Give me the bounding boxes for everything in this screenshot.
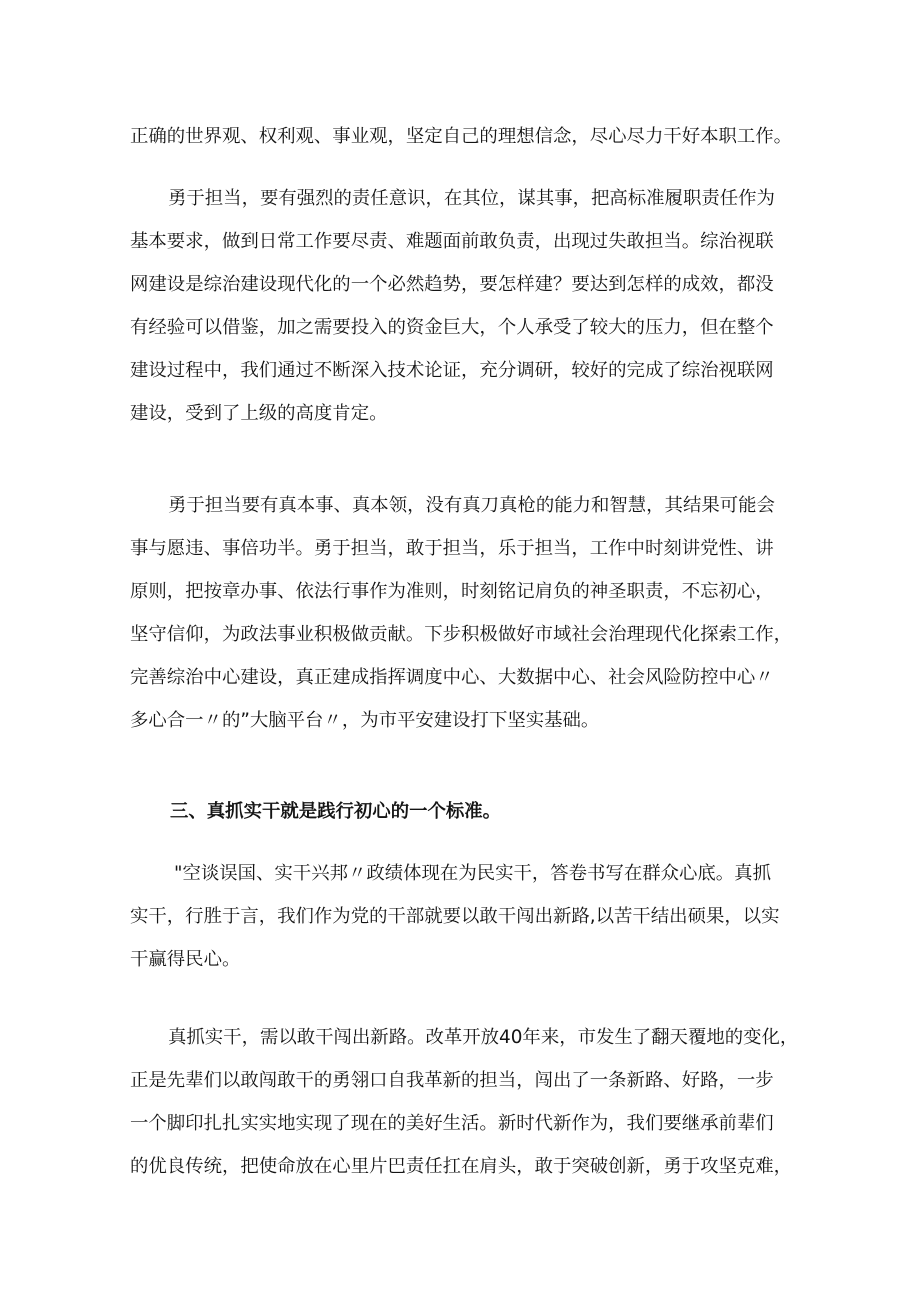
paragraph-line: 事与愿违、事倍功半。勇于担当，敢于担当，乐于担当，工作中时刻讲党性、讲	[130, 538, 774, 559]
paragraph-line: 网建设是综治建设现代化的一个必然趋势，要怎样建？要达到怎样的成效，都没	[130, 274, 774, 295]
paragraph-line: 坚守信仰，为政法事业积极做贡献。下步积极做好市域社会治理现代化探索工作，	[130, 624, 793, 645]
paragraph-line: 基本要求，做到日常工作要尽责、难题面前敢负责，出现过失敢担当。综治视联	[130, 231, 774, 252]
paragraph-line: 多心合一〃的”大脑平台〃，为市平安建设打下坚实基础。	[130, 710, 600, 731]
paragraph-line: 建设，受到了上级的高度肯定。	[130, 403, 388, 424]
paragraph-line: 正是先辈们以敢闯敢干的勇翎口自我革新的担当，闯出了一条新路、好路，一步	[130, 1070, 774, 1091]
section-heading: 三、真抓实干就是践行初心的一个标准。	[170, 801, 502, 822]
paragraph-line: 有经验可以借鉴，加之需要投入的资金巨大，个人承受了较大的压力，但在整个	[130, 317, 774, 338]
paragraph-line: 完善综治中心建设，真正建成指挥调度中心、大数据中心、社会风险防控中心〃	[130, 667, 774, 688]
paragraph-line: 建设过程中，我们通过不断深入技术论证，充分调研，较好的完成了综治视联网	[130, 360, 774, 381]
paragraph-line: 干赢得民心。	[130, 949, 241, 970]
paragraph-line: 真抓实干，需以敢干闯出新路。改革开放40年来，市发生了翻天覆地的变化，	[168, 1027, 799, 1048]
paragraph-line: "空谈误国、实干兴邦〃政绩体现在为民实干，答卷书写在群众心底。真抓	[174, 863, 771, 884]
paragraph-line: 正确的世界观、权利观、事业观，坚定自己的理想信念，尽心尽力干好本职工作。	[130, 126, 793, 147]
paragraph-line: 原则，把按章办事、依法行事作为准则，时刻铭记肩负的神圣职责，不忘初心，	[130, 581, 774, 602]
paragraph-line: 实干，行胜于言，我们作为党的干部就要以敢干闯出新路,以苦干结出硕果，以实	[130, 906, 780, 927]
paragraph-line: 勇于担当要有真本事、真本领，没有真刀真枪的能力和智慧，其结果可能会	[168, 495, 775, 516]
paragraph-line: 勇于担当，要有强烈的责任意识，在其位，谋其事，把高标准履职责任作为	[168, 188, 775, 209]
paragraph-line: 一个脚印扎扎实实地实现了现在的美好生活。新时代新作为，我们要继承前辈们	[130, 1113, 774, 1134]
paragraph-line: 的优良传统，把使命放在心里片巴责任扛在肩头，敢于突破创新，勇于攻坚克难，	[130, 1156, 793, 1177]
